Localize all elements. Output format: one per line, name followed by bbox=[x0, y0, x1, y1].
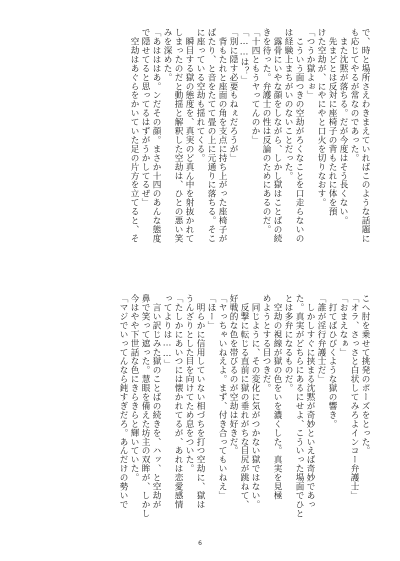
text-column: こへ肘を乗せて挑発のポーズをとった。 bbox=[360, 294, 370, 456]
text-column: 反撃に転じる直前に獄の垂れがちな目尻が跳ねて、 bbox=[239, 294, 249, 509]
text-column: 「つうか獄よぉ」 bbox=[305, 28, 315, 100]
text-column: 背もたれと座面の角を支点に持ち上がった座椅子が bbox=[217, 28, 227, 243]
text-column: 「誰が淫行弁護士だ」 bbox=[316, 294, 326, 384]
text-column: 「おまえなぁ」 bbox=[338, 294, 348, 357]
text-column: も応じてやるが常なのであった。 bbox=[349, 28, 359, 163]
text-column: た。真実がどちらにあるにせよ、こういった場面でひと bbox=[294, 294, 304, 518]
page-number: 6 bbox=[198, 540, 202, 547]
text-column: また沈黙が落ちる。だが今度はそう長くない。 bbox=[338, 28, 348, 225]
text-column: 鼻で笑って遮った。慧眼を備えた坊主の双眸が、しかし bbox=[140, 294, 150, 518]
text-column: 「あはははあ。ンだその顔。まさか十四のあんな態度 bbox=[151, 28, 161, 243]
text-column: 空劫はあぐらをかいていた足の片方を立てると、そ bbox=[129, 28, 139, 243]
text-column: 「別に隠す必要もねぇだろうが」 bbox=[228, 28, 238, 163]
text-column: こういう面つきの空劫がろくなことを口走らないの bbox=[294, 28, 304, 243]
text-column: 同じように、その変化に気がつかない獄ではない。 bbox=[250, 294, 260, 509]
text-column: けた空劫が、にやにやと口火を切りなおす。 bbox=[316, 28, 326, 207]
text-column: とは多弁になるものだ。 bbox=[283, 294, 293, 393]
text-column: 「ほー」 bbox=[206, 294, 216, 330]
text-column: ってよりは……」 bbox=[162, 294, 172, 369]
text-column: 打てばひびくような獄の響き。 bbox=[327, 294, 337, 429]
text-column: 空劫の視線が獄の色をいを濃くした。真実を見極 bbox=[272, 294, 282, 500]
text-column: みを深めた。 bbox=[162, 28, 172, 82]
text-column: で、時と場所さえわきまえていればこのような話題に bbox=[360, 28, 370, 243]
text-column: ばたり、と音をたてて畳の上に元通りに落ちる。そこ bbox=[206, 28, 216, 243]
text-column: 「ヤっちゃいねえよ。まず、付き合ってもいねえ」 bbox=[217, 294, 227, 500]
text-column: 明らかに信用していない相づちを打つ空劫に、獄は bbox=[195, 294, 205, 509]
text-column: 「マジでいってんなら鈍すぎだろ。あんだけの勢いで bbox=[118, 294, 128, 509]
text-column: しまったのだと動揺と解釈した空劫は、ひとの悪い笑 bbox=[173, 28, 183, 243]
lower-text-block bbox=[18, 294, 370, 534]
text-column: に座っている空劫も揺れてくる。 bbox=[195, 28, 205, 163]
text-column: 好戦的な色を帯びるのが空劫は好きだ。 bbox=[228, 294, 238, 456]
text-column: しかしすぐに挟まる沈黙が奇妙といえば奇妙であっ bbox=[305, 294, 315, 509]
text-column: 瞬目する獄の態度を、真実のど真ん中を射抜かれて bbox=[184, 28, 194, 243]
text-column: は経験上まちがいのないことだった。 bbox=[283, 28, 293, 181]
text-column: きを待った。弁護士の性は反論のためにあるのだ。 bbox=[261, 28, 271, 234]
text-column: 今はやや下世話な色にきらきらと輝いていた。 bbox=[129, 294, 139, 482]
text-column: 先まどとは反対に座椅子の背もたれに体を預 bbox=[327, 28, 337, 216]
text-column: 露骨にいやな顔をしながら、しかし獄はことばの続 bbox=[272, 28, 282, 243]
text-column: 「たしかにあいつには懐かれてるが、あれは恋愛感情 bbox=[173, 294, 183, 509]
text-column: 「オラ、さっさと白状してみろよインコー弁護士」 bbox=[349, 294, 359, 500]
text-column: 言い訳じみた獄のことばの続きを、ハッ、と空劫が bbox=[151, 294, 161, 509]
text-column: うんざりとした目を向けてため息をついた。 bbox=[184, 294, 194, 473]
text-column: 「……は？」 bbox=[239, 28, 249, 85]
text-column: で隠せてると思ってるはずがうかしてるぜ」 bbox=[140, 28, 150, 207]
text-column: めようとする目つきだ。 bbox=[261, 294, 271, 393]
text-column: 「十四ともうヤってんのか」 bbox=[250, 28, 260, 145]
